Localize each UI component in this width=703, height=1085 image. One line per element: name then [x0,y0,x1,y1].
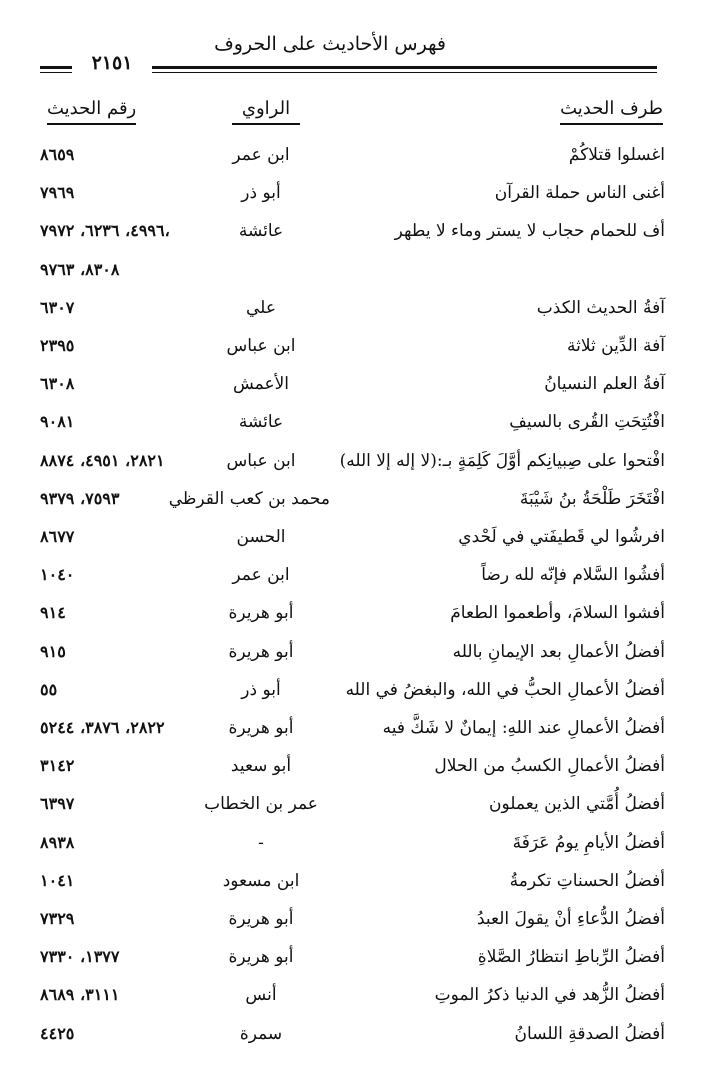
column-header-hadith: طرف الحديث [560,98,663,125]
hadith-text: أفضلُ الصدقةِ اللسانُ [514,1024,665,1044]
hadith-text: آفةُ العلم النسيانُ [544,374,665,394]
narrator-name: أبو هريرة [228,909,294,929]
hadith-text: افْتحوا على صِبيانِكم أوَّلَ كَلِمَةٍ بـ:(لا إله إلا الله) [339,451,665,471]
narrator-name: - [258,833,264,853]
index-row [0,412,703,448]
hadith-numbers: ٦٣٠٨ [40,374,75,393]
narrator-name: أبو سعيد [230,756,292,776]
index-row [0,527,703,563]
hadith-numbers: ٨٦٥٩ [40,145,75,164]
page-header-title: فهرس الأحاديث على الحروف [214,33,446,55]
index-row [0,1024,703,1060]
index-row [0,298,703,334]
hadith-text: افرشُوا لي قَطيفَتي في لَحْدي [458,527,665,547]
narrator-name: أنس [245,985,277,1005]
narrator-name: سمرة [239,1024,283,1044]
index-row [0,374,703,410]
narrator-name: ابن عباس [226,451,296,471]
hadith-numbers: ٩١٥ [40,642,66,661]
hadith-text: أفضلُ الأعمالِ الحبُّ في الله، والبغضُ في الله [345,680,665,700]
hadith-numbers: ٨٩٣٨ [40,833,75,852]
index-row [0,145,703,181]
index-row [0,642,703,678]
hadith-text: أفضلُ الأعمالِ الكسبُ من الحلال [434,756,665,776]
narrator-name: الحسن [236,527,286,547]
hadith-numbers: ٦٣٩٧ [40,794,75,813]
index-row [0,756,703,792]
index-row [0,985,703,1021]
hadith-text: أفشُوا السَّلام فإنّه لله رضاً [481,565,665,585]
narrator-name: ابن عباس [226,336,296,356]
narrator-name: الأعمش [232,374,290,394]
index-row [0,909,703,945]
hadith-numbers: ٤٩٩٦، ٦٢٣٦، ٧٩٧٢، [40,221,170,240]
narrator-name: عمر بن الخطاب [204,794,318,814]
narrator-name: محمد بن كعب القرظي [168,489,330,509]
hadith-text: أفضلُ الأيامِ يومُ عَرَفَةَ [512,833,665,853]
hadith-numbers: ٢٨٢١، ٤٩٥١، ٨٨٧٤ [40,451,165,470]
narrator-name: أبو ذر [241,183,281,203]
column-header-narrator: الراوي [232,98,300,125]
index-row [0,183,703,219]
hadith-numbers: ٢٨٢٢، ٣٨٧٦، ٥٢٤٤ [40,718,165,737]
hadith-text: أفضلُ الأعمالِ بعد الإيمانِ بالله [452,642,665,662]
hadith-text: أفضلُ الحسناتِ تكرمةُ [509,871,665,891]
narrator-name: أبو هريرة [228,642,294,662]
index-row [0,794,703,830]
hadith-text: أفشوا السلامَ، وأطعموا الطعامَ [450,603,665,623]
index-row [0,603,703,639]
narrator-name: ابن مسعود [222,871,300,891]
index-row [0,680,703,716]
index-row [0,565,703,601]
narrator-name: عائشة [238,221,284,241]
hadith-text: آفةُ الحديث الكذب [536,298,665,318]
narrator-name: أبو هريرة [228,947,294,967]
hadith-numbers: ١٣٧٧، ٧٣٣٠ [40,947,120,966]
narrator-name: ابن عمر [232,145,290,165]
index-row [0,718,703,754]
hadith-text: آفة الدِّين ثلاثة [567,336,665,356]
narrator-name: علي [246,298,276,318]
hadith-numbers: ٨٦٧٧ [40,527,75,546]
hadith-numbers: ١٠٤٠ [40,565,75,584]
hadith-numbers: ٢٣٩٥ [40,336,75,355]
index-row [0,221,703,257]
narrator-name: أبو هريرة [228,718,294,738]
index-row [0,260,703,296]
hadith-text: أفضلُ أُمَّتي الذين يعملون [489,794,665,814]
hadith-numbers: ٩٠٨١ [40,412,75,431]
index-row [0,833,703,869]
hadith-numbers: ٩١٤ [40,603,66,622]
hadith-numbers: ٦٣٠٧ [40,298,75,317]
hadith-numbers: ٥٥ [40,680,58,699]
narrator-name: أبو ذر [241,680,281,700]
hadith-numbers: ٧٣٢٩ [40,909,75,928]
column-header-number: رقم الحديث [47,98,136,125]
hadith-numbers: ٣١٤٢ [40,756,75,775]
hadith-text: افْتَخَرَ طَلْحَةُ بنُ شَيْبَةَ [519,489,665,509]
hadith-numbers: ٧٥٩٣، ٩٣٧٩ [40,489,120,508]
hadith-text: أفضلُ الأعمالِ عند اللهِ: إيمانٌ لا شَكَّ فيه [382,718,665,738]
hadith-numbers: ١٠٤١ [40,871,75,890]
index-row [0,451,703,487]
hadith-text: أفضلُ الزُّهد في الدنيا ذكرُ الموتِ [434,985,665,1005]
hadith-numbers: ٤٤٢٥ [40,1024,75,1043]
hadith-text: افْتُتِحَتِ القُرى بالسيفِ [509,412,665,432]
index-row [0,871,703,907]
page-number: ٢١٥١ [72,52,152,74]
hadith-numbers: ٣١١١، ٨٦٨٩ [40,985,120,1004]
hadith-text: أفضلُ الدُّعاءِ أنْ يقولَ العبدُ [476,909,665,929]
hadith-text: أغنى الناس حملة القرآن [494,183,665,203]
index-row [0,489,703,525]
index-row [0,947,703,983]
hadith-numbers: ٧٩٦٩ [40,183,75,202]
narrator-name: أبو هريرة [228,603,294,623]
hadith-text: أفضلُ الرِّباطِ انتظارُ الصَّلاةِ [477,947,665,967]
narrator-name: عائشة [238,412,284,432]
hadith-numbers: ٨٣٠٨، ٩٧٦٣ [40,260,120,279]
narrator-name: ابن عمر [232,565,290,585]
hadith-text: اغسلوا قتلاكُمْ [568,145,665,165]
index-row [0,336,703,372]
hadith-text: أف للحمام حجاب لا يستر وماء لا يطهر [394,221,665,241]
